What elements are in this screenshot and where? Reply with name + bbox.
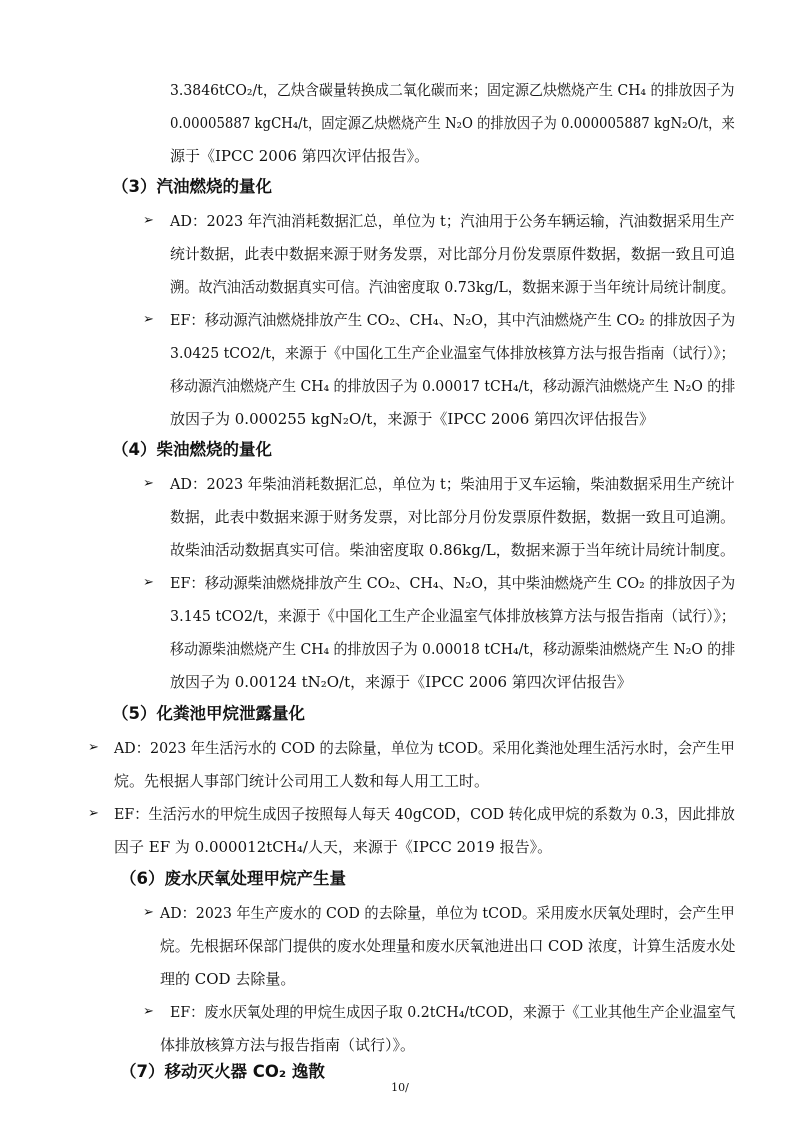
bullet-arrow-icon: ➢	[143, 575, 154, 590]
bullet-arrow-icon: ➢	[143, 1004, 154, 1019]
bullet-arrow-icon: ➢	[143, 476, 154, 491]
s4-ad-line-2: 数据，此表中数据来源于财务发票，对比部分月份发票原件数据，数据一致且可追溯。	[170, 508, 735, 526]
s3-ef-line-1: EF：移动源汽油燃烧排放产生 CO₂、CH₄、N₂O，其中汽油燃烧产生 CO₂ 的排放因子为	[170, 311, 736, 329]
s4-ad-line-3: 故柴油活动数据真实可信。柴油密度取 0.86kg/L，数据来源于当年统计局统计制度。	[170, 541, 735, 559]
s6-ad-line-2: 烷。先根据环保部门提供的废水处理量和废水厌氧池进出口 COD 浓度，计算生活废水处	[160, 937, 736, 955]
s6-ad-line-3: 理的 COD 去除量。	[160, 970, 296, 988]
section-5-heading: （5）化粪池甲烷泄露量化	[112, 704, 305, 723]
s3-ef-line-3: 移动源汽油燃烧产生 CH₄ 的排放因子为 0.00017 tCH₄/t，移动源汽油燃烧产生 N₂O 的排	[170, 377, 736, 395]
section-6-heading: （6）废水厌氧处理甲烷产生量	[120, 869, 346, 888]
s4-ef-line-2: 3.145 tCO2/t，来源于《中国化工生产企业温室气体排放核算方法与报告指南（试行）》；	[170, 607, 736, 625]
bullet-arrow-icon: ➢	[143, 213, 154, 228]
bullet-arrow-icon: ➢	[88, 806, 99, 821]
s4-ef-line-3: 移动源柴油燃烧产生 CH₄ 的排放因子为 0.00018 tCH₄/t，移动源柴油燃烧产生 N₂O 的排	[170, 640, 736, 658]
intro-line-1: 3.3846tCO₂/t，乙炔含碳量转换成二氧化碳而来；固定源乙炔燃烧产生 CH₄ 的排放因子为	[170, 81, 735, 99]
s3-ad-line-2: 统计数据，此表中数据来源于财务发票，对比部分月份发票原件数据，数据一致且可追	[170, 245, 735, 263]
section-3-heading: （3）汽油燃烧的量化	[112, 177, 272, 196]
s6-ad-line-1: AD：2023 年生产废水的 COD 的去除量，单位为 tCOD。采用废水厌氧处理时，会产生甲	[160, 904, 735, 922]
s3-ad-line-1: AD：2023 年汽油消耗数据汇总，单位为 t；汽油用于公务车辆运输，汽油数据采用生产	[170, 212, 735, 230]
section-7-heading: （7）移动灭火器 CO₂ 逸散	[120, 1062, 325, 1081]
intro-line-2: 0.00005887 kgCH₄/t，固定源乙炔燃烧产生 N₂O 的排放因子为 0.000005887 kgN₂O/t，来	[170, 114, 735, 132]
s5-ad-line-2: 烷。先根据人事部门统计公司用工人数和每人用工工时。	[114, 772, 490, 790]
bullet-arrow-icon: ➢	[143, 312, 154, 327]
page-number: 10/	[391, 1081, 409, 1094]
s6-ef-line-1: EF：废水厌氧处理的甲烷生成因子取 0.2tCH₄/tCOD，来源于《工业其他生产企业温室气	[170, 1003, 736, 1021]
s4-ef-line-1: EF：移动源柴油燃烧排放产生 CO₂、CH₄、N₂O，其中柴油燃烧产生 CO₂ 的排放因子为	[170, 574, 736, 592]
s4-ad-line-1: AD：2023 年柴油消耗数据汇总，单位为 t；柴油用于叉车运输，柴油数据采用生产统计	[170, 475, 735, 493]
s4-ef-line-4: 放因子为 0.00124 tN₂O/t，来源于《IPCC 2006 第四次评估报告》	[170, 673, 632, 691]
s5-ef-line-1: EF：生活污水的甲烷生成因子按照每人每天 40gCOD，COD 转化成甲烷的系数为 0.3，因此排放	[114, 805, 735, 823]
s3-ad-line-3: 溯。故汽油活动数据真实可信。汽油密度取 0.73kg/L，数据来源于当年统计局统计制度。	[170, 278, 735, 296]
s6-ef-line-2: 体排放核算方法与报告指南（试行）》。	[160, 1036, 416, 1054]
bullet-arrow-icon: ➢	[88, 740, 99, 755]
s5-ad-line-1: AD：2023 年生活污水的 COD 的去除量，单位为 tCOD。采用化粪池处理生活污水时，会产生甲	[114, 739, 735, 757]
s5-ef-line-2: 因子 EF 为 0.000012tCH₄/人天，来源于《IPCC 2019 报告》。	[114, 838, 553, 856]
s3-ef-line-4: 放因子为 0.000255 kgN₂O/t，来源于《IPCC 2006 第四次评估报告》	[170, 410, 655, 428]
bullet-arrow-icon: ➢	[143, 905, 154, 920]
intro-line-3: 源于《IPCC 2006 第四次评估报告》。	[170, 147, 430, 165]
s3-ef-line-2: 3.0425 tCO2/t，来源于《中国化工生产企业温室气体排放核算方法与报告指南（试行）》；	[170, 344, 735, 362]
section-4-heading: （4）柴油燃烧的量化	[112, 440, 272, 459]
